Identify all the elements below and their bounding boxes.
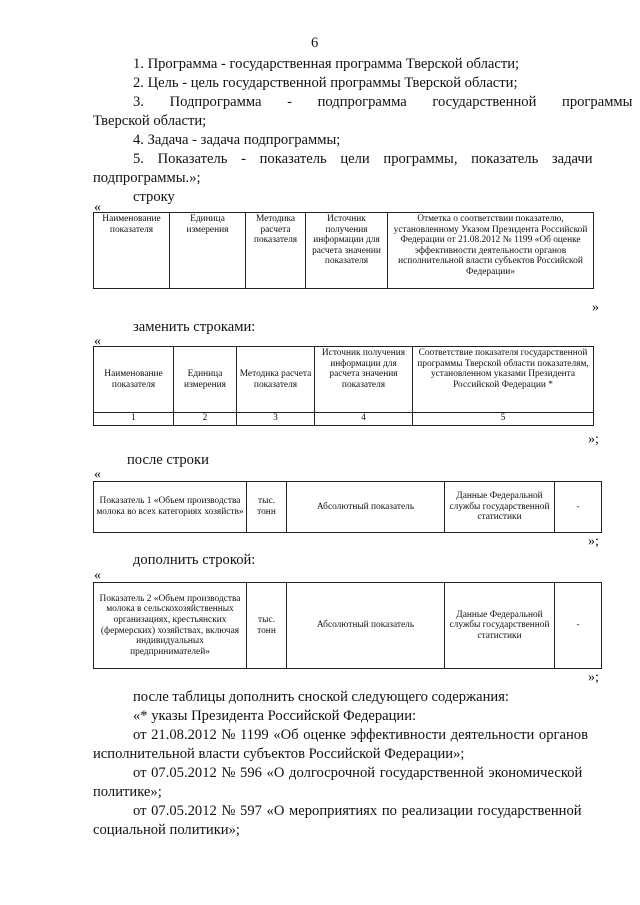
footnote-line-3: от 07.05.2012 № 596 «О долгосрочной государственной экономической — [133, 765, 583, 781]
t2-num-3: 3 — [237, 413, 315, 426]
t1-header-mark: Отметка о соответствии показателю, установленному Указом Президента Российской Федерации от 21.08.2012 № 1199 «Об оценке эффективности деятельности органов исполнительной власти субъектов Российской Федерации» — [388, 213, 594, 289]
open-quote-1: « — [94, 200, 101, 215]
t4-unit: тыс. тонн — [247, 583, 287, 669]
replace-label: заменить строками: — [133, 319, 256, 335]
t4-method: Абсолютный показатель — [287, 583, 445, 669]
open-quote-4: « — [94, 568, 101, 583]
t2-header-name: Наименование показателя — [94, 347, 174, 413]
t1-header-source: Источник получения информации для расчета значении показателя — [306, 213, 388, 289]
t4-compliance: - — [555, 583, 602, 669]
close-quote-2: »; — [588, 432, 599, 447]
footnote-line-6: социальной политики»; — [93, 822, 240, 838]
close-quote-4: »; — [588, 670, 599, 685]
definition-4: 4. Задача - задача подпрограммы; — [133, 132, 341, 148]
close-quote-1: » — [592, 300, 599, 315]
footnote-line-2: исполнительной власти субъектов Российской Федерации»; — [93, 746, 465, 762]
t4-source: Данные Федеральной службы государственной статистики — [445, 583, 555, 669]
footnote-intro: после таблицы дополнить сноской следующего содержания: — [133, 689, 510, 705]
footnote-line-5: от 07.05.2012 № 597 «О мероприятиях по реализации государственной — [133, 803, 582, 819]
t2-num-1: 1 — [94, 413, 174, 426]
t3-unit: тыс. тонн — [247, 482, 287, 533]
footnote-line-1: от 21.08.2012 № 1199 «Об оценке эффективности деятельности органов — [133, 727, 588, 743]
after-label: после строки — [127, 452, 209, 468]
t3-indicator-name: Показатель 1 «Объем производства молока во всех категориях хозяйств» — [94, 482, 247, 533]
open-quote-3: « — [94, 467, 101, 482]
footnote-line-4: политике»; — [93, 784, 162, 800]
definition-5: 5. Показатель - показатель цели программы, показатель задачи — [133, 151, 593, 167]
t2-header-method: Методика расчета показателя — [237, 347, 315, 413]
table-indicator-2 — [93, 582, 602, 669]
t1-header-method: Методика расчета показателя — [246, 213, 306, 289]
page-number: 6 — [311, 35, 319, 51]
t2-header-source: Источник получения информации для расчета значения показателя — [315, 347, 413, 413]
t3-source: Данные Федеральной службы государственной статистики — [445, 482, 555, 533]
t2-num-5: 5 — [413, 413, 594, 426]
definition-3 — [133, 93, 633, 112]
t2-header-compliance: Соответствие показателя государственной программы Тверской области показателям, установленном указами Президента Российской Федерации * — [413, 347, 594, 413]
t3-method: Абсолютный показатель — [287, 482, 445, 533]
t2-num-4: 4 — [315, 413, 413, 426]
t1-header-name: Наименование показателя — [94, 213, 170, 289]
t1-header-unit: Единица измерения — [170, 213, 246, 289]
definition-5-cont: подпрограммы.»; — [93, 170, 201, 186]
definition-3-text: 3. Подпрограмма - подпрограмма государственной программы — [133, 94, 633, 110]
definition-3-cont: Тверской области; — [93, 113, 207, 129]
open-quote-2: « — [94, 334, 101, 349]
label-row: строку — [133, 189, 175, 205]
table-new-header — [93, 346, 594, 426]
t4-indicator-name: Показатель 2 «Объем производства молока в сельскохозяйственных организациях, крестьянских (фермерских) хозяйствах, включая индивидуальных предпринимателей» — [94, 583, 247, 669]
definition-2: 2. Цель - цель государственной программы Тверской области; — [133, 75, 518, 91]
footnote-head: «* указы Президента Российской Федерации: — [133, 708, 417, 724]
close-quote-3: »; — [588, 534, 599, 549]
add-label: дополнить строкой: — [133, 552, 256, 568]
definition-1: 1. Программа - государственная программа Тверской области; — [133, 56, 520, 72]
t3-compliance: - — [555, 482, 602, 533]
table-old-header — [93, 212, 594, 289]
t2-num-2: 2 — [174, 413, 237, 426]
table-indicator-1 — [93, 481, 602, 533]
t2-header-unit: Единица измерения — [174, 347, 237, 413]
